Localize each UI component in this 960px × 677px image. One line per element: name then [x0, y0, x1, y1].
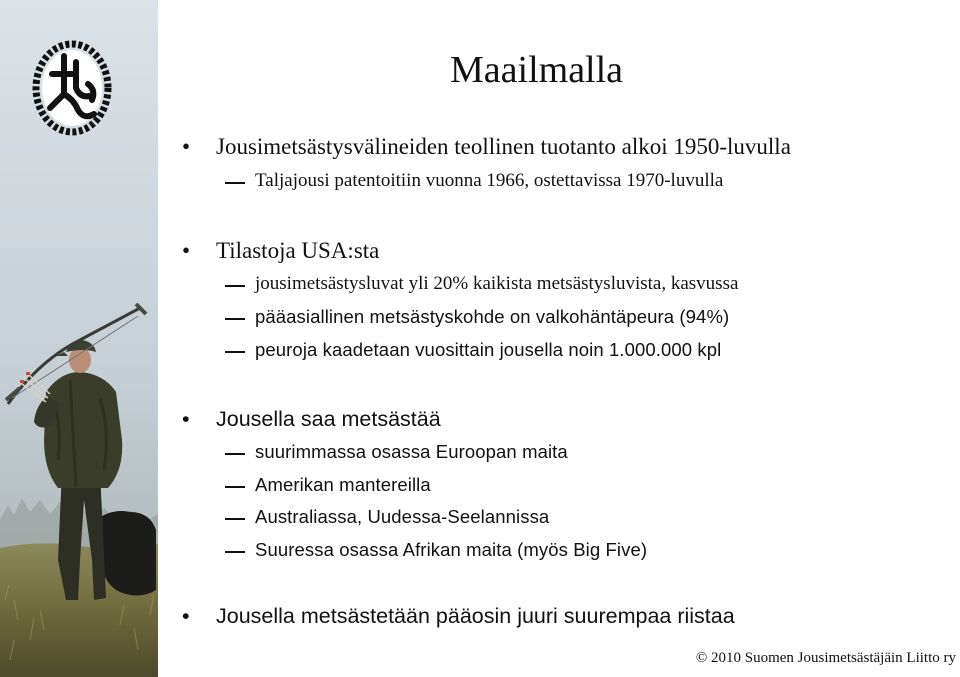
bullet-text: Jousella saa metsästää: [216, 407, 441, 431]
sub-bullet-text: Taljajousi patentoitiin vuonna 1966, ostettavissa 1970-luvulla: [255, 170, 724, 191]
dash-icon: [225, 453, 245, 455]
sub-bullet-text: peuroja kaadetaan vuosittain jousella noin 1.000.000 kpl: [255, 339, 722, 360]
copyright-footer: © 2010 Suomen Jousimetsästäjäin Liitto ry: [695, 650, 956, 666]
archer-emblem-logo: [30, 38, 114, 138]
bullet-text: Tilastoja USA:sta: [216, 238, 380, 263]
bullet-item: [182, 238, 380, 264]
bullet-item: [182, 134, 791, 160]
dash-icon: [225, 351, 245, 353]
sub-bullet-item: [255, 306, 729, 328]
dash-icon: [225, 518, 245, 520]
bullet-item: [182, 604, 735, 629]
sub-bullet-text: Amerikan mantereilla: [255, 474, 431, 495]
sub-bullet-text: Australiassa, Uudessa-Seelannissa: [255, 506, 550, 527]
sub-bullet-item: [255, 170, 723, 192]
sub-bullet-item: [255, 339, 721, 361]
bullet-dot-icon: •: [182, 238, 191, 263]
bullet-dot-icon: •: [182, 134, 191, 159]
sub-bullet-item: [255, 441, 568, 463]
bullet-text: Jousella metsästetään pääosin juuri suurempaa riistaa: [216, 604, 735, 628]
logo-drawing: [30, 38, 114, 138]
sub-bullet-item: [255, 474, 431, 496]
bullet-dot-icon: •: [182, 604, 190, 628]
dash-icon: [225, 285, 245, 287]
sub-bullet-item: [255, 506, 549, 528]
bullet-text: Jousimetsästysvälineiden teollinen tuotanto alkoi 1950-luvulla: [216, 134, 791, 159]
dash-icon: [225, 182, 245, 184]
sub-bullet-item: [255, 273, 738, 295]
slide-title: Maailmalla: [450, 49, 624, 91]
dash-icon: [225, 486, 245, 488]
dash-icon: [225, 551, 245, 553]
sub-bullet-text: suurimmassa osassa Euroopan maita: [255, 441, 568, 462]
sub-bullet-text: pääasiallinen metsästyskohde on valkohäntäpeura (94%): [255, 306, 730, 327]
sub-bullet-text: jousimetsästysluvat yli 20% kaikista metsästysluvista, kasvussa: [255, 273, 739, 294]
dash-icon: [225, 318, 245, 320]
sub-bullet-text: Suuressa osassa Afrikan maita (myös Big Five): [255, 539, 648, 560]
bullet-dot-icon: •: [182, 407, 190, 431]
bullet-item: [182, 407, 441, 432]
sub-bullet-item: [255, 539, 647, 561]
